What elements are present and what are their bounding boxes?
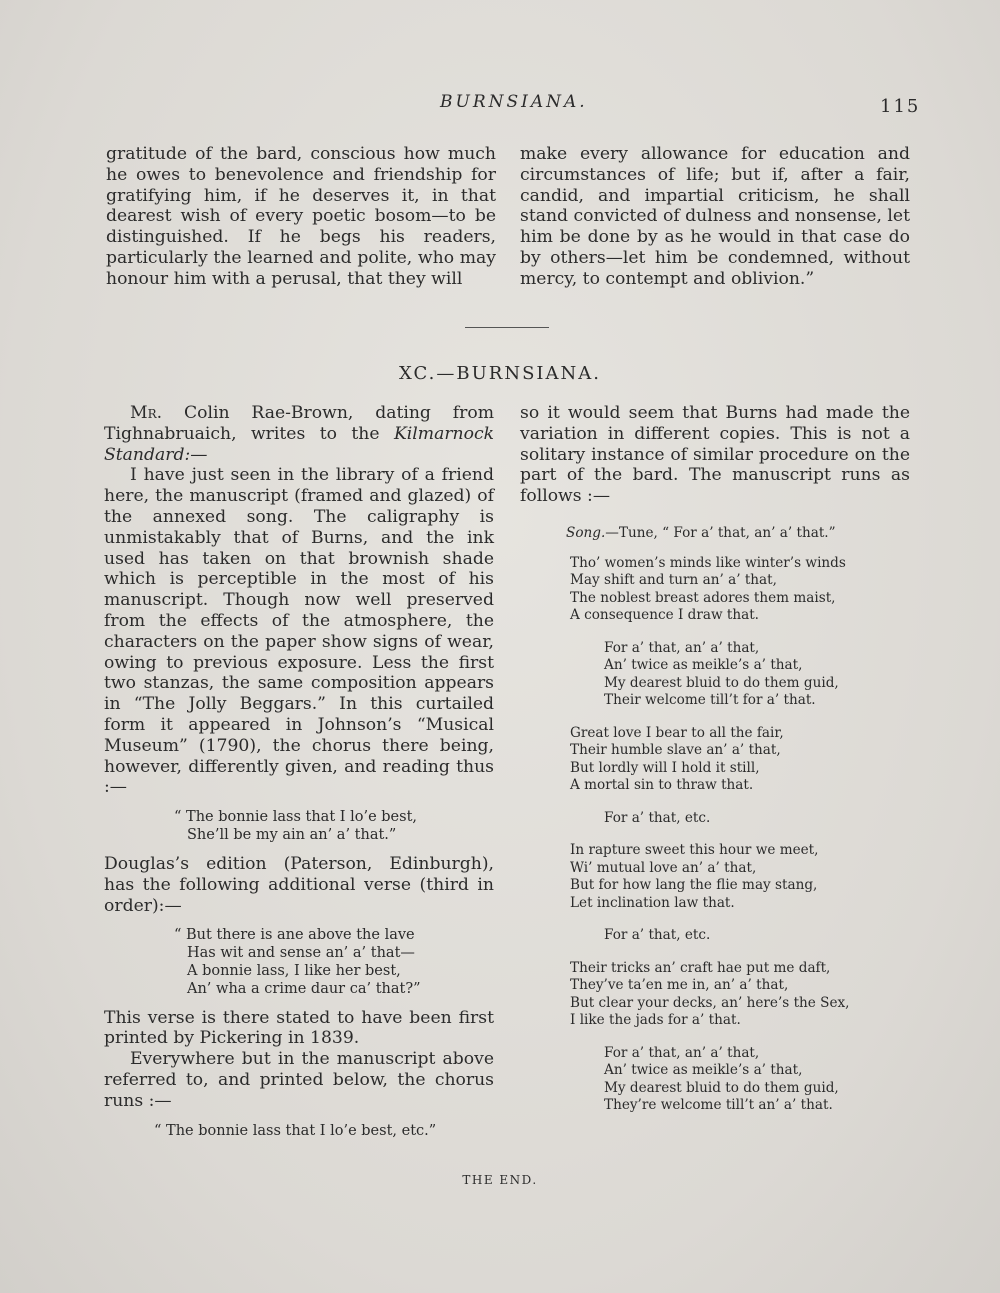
page-number: 115 xyxy=(880,96,921,117)
verse-line: They’re welcome till’t an’ a’ that. xyxy=(604,1097,833,1113)
verse-line: My dearest bluid to do them guid, xyxy=(604,674,839,691)
verse-line: But lordly will I hold it still, xyxy=(570,759,760,776)
verse-line: Wi’ mutual love an’ a’ that, xyxy=(570,859,757,876)
source-title: Kilmarnock Standard:— xyxy=(104,423,494,465)
song xyxy=(566,525,900,1130)
top-right-paragraph xyxy=(520,144,910,290)
song-chorus xyxy=(604,927,900,945)
quote-block xyxy=(174,808,494,844)
paragraph: Everywhere but in the manuscript above referred to, and printed below, the chorus runs :— xyxy=(104,1049,494,1111)
song-label: Song. xyxy=(566,525,606,541)
verse-line: A mortal sin to thraw that. xyxy=(570,777,754,793)
left-column xyxy=(104,403,494,1140)
song-chorus xyxy=(604,640,900,710)
quote-block xyxy=(154,1122,494,1140)
verse-line: Let inclination law that. xyxy=(570,894,735,911)
quote-line: She’ll be my ain an’ a’ that.” xyxy=(187,827,397,844)
verse-line: Tho’ women’s minds like winter’s winds xyxy=(570,554,846,571)
verse-line: A consequence I draw that. xyxy=(570,607,760,623)
verse-line: Their tricks an’ craft hae put me daft, xyxy=(570,959,831,976)
verse-line: In rapture sweet this hour we meet, xyxy=(570,842,819,858)
quote-line: An’ wha a crime daur ca’ that?” xyxy=(187,980,421,997)
quote-line: A bonnie lass, I like her best, xyxy=(187,962,401,979)
verse-line: An’ twice as meikle’s a’ that, xyxy=(604,657,803,673)
song-heading xyxy=(566,525,900,543)
song-tune: —Tune, “ For a’ that, an’ a’ that.” xyxy=(605,525,836,541)
paragraph-text: gratitude of the bard, conscious how much he owes to benevolence and friendship for gratifying him, if he deserves it, in that dearest wish of every poetic bosom—to be distinguished. If he begs his readers, particularly the learned and polite, who may honour him with a perusal, that they will xyxy=(106,144,496,289)
song-chorus xyxy=(604,810,900,828)
verse-line: They’ve ta’en me in, an’ a’ that, xyxy=(570,977,789,993)
verse-line: But for how lang the flie may stang, xyxy=(570,877,818,893)
paragraph: I have just seen in the library of a friend here, the manuscript (framed and glazed) of the annexed song. The caligraphy is unmistakably that of Burns, and the ink used has taken on that brownish shade which is perceptible in the most of his manuscript. Though now well preserved from the effects of the atmosphere, the characters on the paper show signs of wear, owing to previous exposure. Less the first two stanzas, the same composition appears in “The Jolly Beggars.” In this curtailed form it appeared in Johnson’s “Musical Museum” (1790), the chorus there being, however, differently given, and reading thus :— xyxy=(104,465,494,798)
verse-line: My dearest bluid to do them guid, xyxy=(604,1079,839,1096)
intro-text: Colin Rae-Brown, dating from Tighnabruaich, writes to the xyxy=(104,403,494,444)
verse-line: I like the jads for a’ that. xyxy=(570,1012,741,1028)
verse-line: The noblest breast adores them maist, xyxy=(570,589,836,606)
verse-line: For a’ that, an’ a’ that, xyxy=(604,639,760,656)
paragraph: Douglas’s edition (Paterson, Edinburgh), has the following additional verse (third in order):— xyxy=(104,854,494,916)
the-end-footer: THE END. xyxy=(462,1173,538,1187)
verse-line: For a’ that, etc. xyxy=(604,927,711,943)
paragraph-text: make every allowance for education and circumstances of life; but if, after a fair, candid, and impartial criticism, he shall stand convicted of dulness and nonsense, let him be done by as he would in that case do by others—let him be condemned, without mercy, to contempt and oblivion.” xyxy=(520,144,910,289)
section-title: XC.—BURNSIANA. xyxy=(399,363,601,384)
verse-line: But clear your decks, an’ here’s the Sex, xyxy=(570,994,850,1011)
verse-line: Their humble slave an’ a’ that, xyxy=(570,742,781,758)
paragraph: so it would seem that Burns had made the variation in different copies. This is not a solitary instance of similar procedure on the part of the bard. The manuscript runs as follows :— xyxy=(520,403,910,507)
honorific: Mr. xyxy=(130,403,163,423)
quote-block xyxy=(174,926,494,998)
song-stanza xyxy=(570,555,900,625)
song-stanza xyxy=(570,725,900,795)
quote-line: “ The bonnie lass that I lo’e best, etc.” xyxy=(154,1122,437,1139)
paragraph: This verse is there stated to have been first printed by Pickering in 1839. xyxy=(104,1007,494,1049)
verse-line: Great love I bear to all the fair, xyxy=(570,724,784,741)
section-divider xyxy=(465,327,549,328)
quote-line: “ But there is ane above the lave xyxy=(174,926,415,943)
right-column xyxy=(520,403,910,507)
verse-line: May shift and turn an’ a’ that, xyxy=(570,572,777,588)
song-chorus xyxy=(604,1045,900,1115)
running-head: BURNSIANA. xyxy=(440,92,588,112)
song-stanza xyxy=(570,960,900,1030)
top-left-paragraph xyxy=(106,144,496,290)
verse-line: Their welcome till’t for a’ that. xyxy=(604,692,816,708)
quote-line: “ The bonnie lass that I lo’e best, xyxy=(174,809,418,826)
quote-line: Has wit and sense an’ a’ that— xyxy=(187,944,415,961)
verse-line: An’ twice as meikle’s a’ that, xyxy=(604,1062,803,1078)
song-stanza xyxy=(570,842,900,912)
verse-line: For a’ that, an’ a’ that, xyxy=(604,1044,760,1061)
intro-paragraph xyxy=(104,403,494,465)
verse-line: For a’ that, etc. xyxy=(604,809,711,826)
